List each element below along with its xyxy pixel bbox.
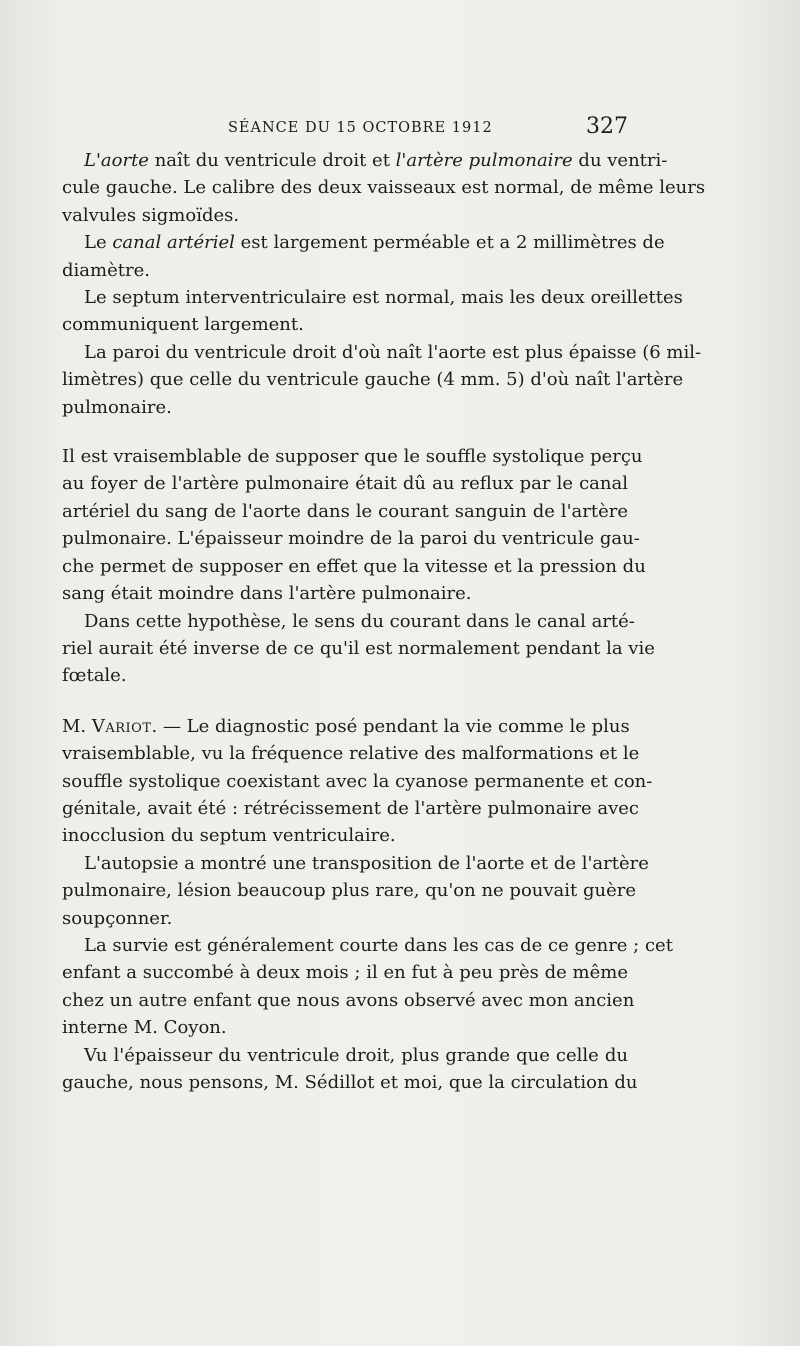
text-run: limètres) que celle du ventricule gauche (4 mm. 5) d'où naît l'artère [62, 369, 684, 391]
text-line [62, 470, 628, 497]
text-run: pulmonaire. L'épaisseur moindre de la paroi du ventricule gau- [62, 528, 640, 550]
text-run: Dans cette hypothèse, le sens du courant dans le canal arté- [84, 610, 635, 632]
text-line [62, 1069, 638, 1096]
text-line [62, 257, 628, 284]
text-line [62, 1042, 628, 1069]
text-run: L'autopsie a montré une transposition de l'aorte et de l'artère [84, 852, 649, 874]
text-line [62, 932, 673, 959]
text-line [62, 635, 655, 662]
text-line [62, 366, 684, 393]
paragraph [62, 284, 683, 339]
text-line [62, 662, 628, 689]
text-line [62, 174, 706, 201]
text-run: La survie est généralement courte dans les cas de ce genre ; cet [84, 934, 673, 956]
text-run: génitale, avait été : rétrécissement de l'artère pulmonaire avec [62, 797, 639, 819]
text-run: fœtale. [62, 665, 127, 687]
text-line [62, 1014, 628, 1041]
paragraph [62, 608, 655, 690]
text-line [62, 877, 637, 904]
text-line [62, 959, 628, 986]
text-run: soupçonner. [62, 907, 173, 929]
text-run: diamètre. [62, 259, 150, 281]
paragraph [62, 932, 673, 1042]
text-run: souffle systolique coexistant avec la cyanose permanente et con- [62, 770, 653, 792]
italic-term: L'aorte [84, 150, 149, 171]
text-run: . — Le diagnostic posé pendant la vie comme le plus [151, 715, 630, 737]
text-line [62, 905, 628, 932]
text-run: inocclusion du septum ventriculaire. [62, 825, 396, 847]
text-line [62, 339, 702, 366]
text-run: Vu l'épaisseur du ventricule droit, plus grande que celle du [84, 1044, 628, 1066]
text-line [62, 713, 628, 740]
italic-term: canal artériel [112, 232, 235, 254]
text-line [62, 147, 668, 174]
text-line [62, 608, 635, 635]
text-line [62, 525, 640, 552]
italic-term: l'artère pulmonaire [395, 150, 573, 171]
text-line [62, 795, 639, 822]
body-text [62, 147, 706, 1096]
speaker-name: Variot [91, 715, 152, 737]
text-run: che permet de supposer en effet que la vitesse et la pression du [62, 555, 646, 577]
text-run: chez un autre enfant que nous avons observé avec mon ancien [62, 989, 635, 1011]
text-run: gauche, nous pensons, M. Sédillot et moi, que la circulation du [62, 1072, 638, 1093]
text-run: enfant a succombé à deux mois ; il en fut à peu près de même [62, 962, 628, 984]
page-number: 327 [586, 114, 628, 139]
text-line [62, 229, 665, 256]
text-run: cule gauche. Le calibre des deux vaisseaux est normal, de même leurs [62, 177, 706, 199]
text-run: Le septum interventriculaire est normal, mais les deux oreillettes [84, 287, 683, 309]
text-run: vraisemblable, vu la fréquence relative des malformations et le [62, 743, 640, 765]
text-line [62, 311, 628, 338]
text-run: pulmonaire. [62, 396, 172, 418]
text-line [62, 202, 628, 229]
text-run: Le [84, 232, 113, 254]
text-line [62, 850, 649, 877]
paragraph [62, 147, 706, 229]
text-run: communiquent largement. [62, 314, 304, 336]
text-line [62, 987, 635, 1014]
text-run: pulmonaire, lésion beaucoup plus rare, qu'on ne pouvait guère [62, 880, 637, 902]
text-line [62, 553, 646, 580]
text-run: au foyer de l'artère pulmonaire était dû au reflux par le canal [62, 473, 628, 495]
text-line [62, 498, 628, 525]
paragraph [62, 1042, 638, 1097]
text-line [62, 740, 640, 767]
page-header [62, 114, 628, 148]
text-line [62, 822, 628, 849]
text-line [62, 580, 628, 607]
text-run: interne M. Coyon. [62, 1017, 227, 1039]
paragraph [62, 339, 702, 421]
text-run: naît du ventricule droit et [148, 150, 396, 171]
text-line [62, 394, 628, 421]
paragraph [62, 229, 665, 284]
paragraph [62, 713, 653, 850]
text-line [62, 443, 643, 470]
text-run: La paroi du ventricule droit d'où naît l'aorte est plus épaisse (6 mil- [84, 341, 702, 363]
text-line [62, 768, 653, 795]
paragraph [62, 443, 646, 607]
text-run: est largement perméable et a 2 millimètres de [234, 232, 665, 254]
text-run: Il est vraisemblable de supposer que le souffle systolique perçu [62, 446, 643, 468]
text-run: du ventri- [572, 150, 668, 171]
text-run: sang était moindre dans l'artère pulmonaire. [62, 583, 472, 605]
text-run: M. [62, 715, 92, 737]
paragraph [62, 850, 649, 932]
text-run: artériel du sang de l'aorte dans le courant sanguin de l'artère [62, 500, 628, 522]
running-title: SÉANCE DU 15 OCTOBRE 1912 [228, 120, 493, 136]
text-run: valvules sigmoïdes. [62, 204, 240, 226]
text-line [62, 284, 683, 311]
text-run: riel aurait été inverse de ce qu'il est normalement pendant la vie [62, 637, 655, 659]
